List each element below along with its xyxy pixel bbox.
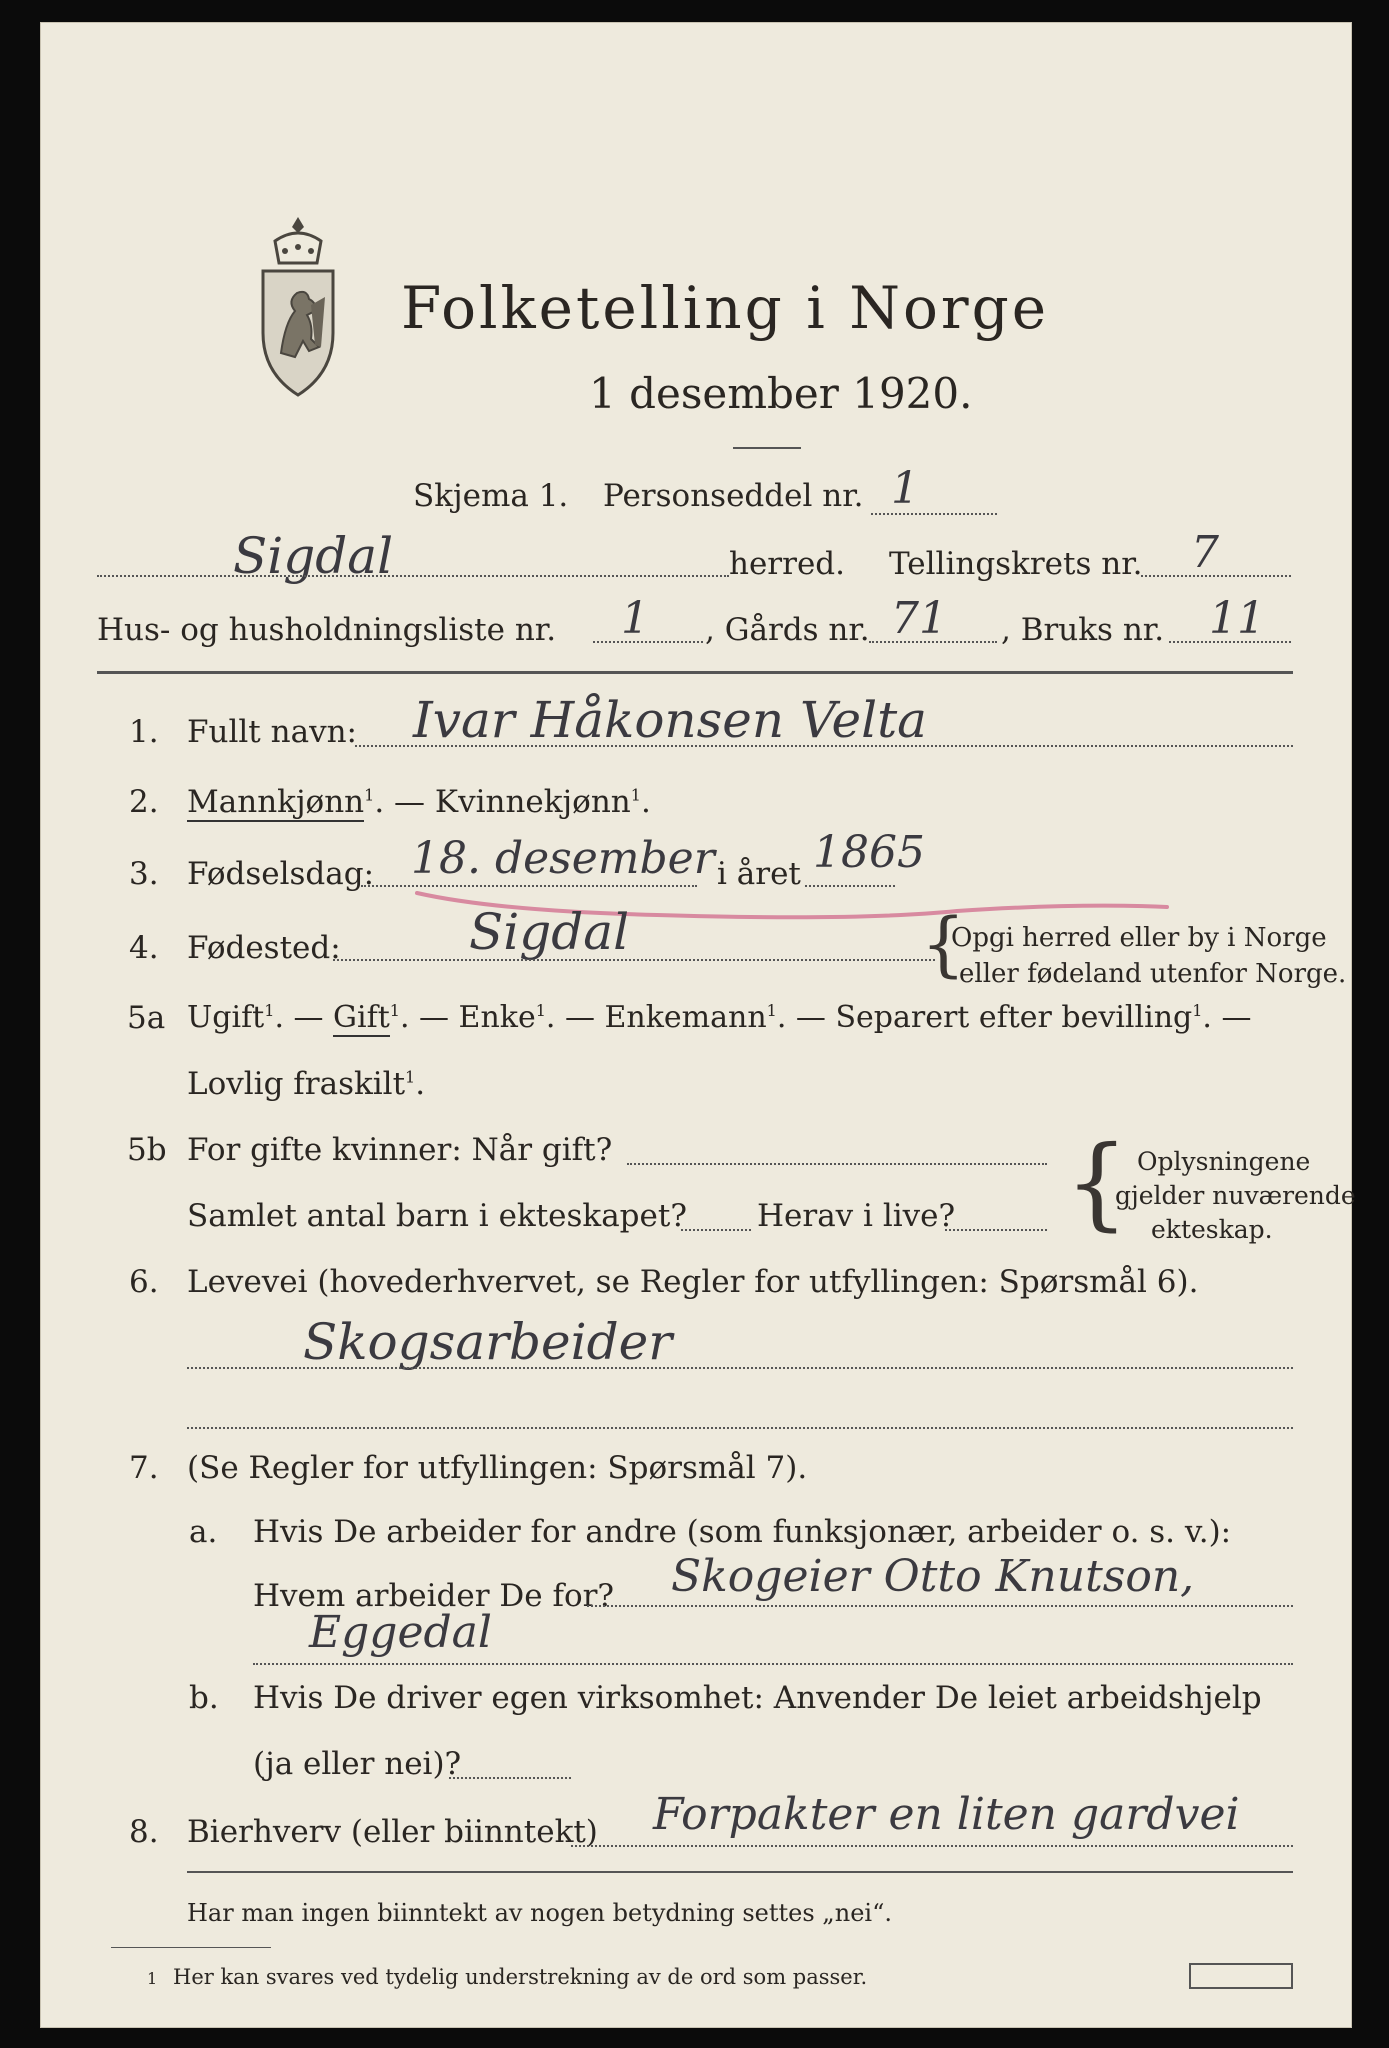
q7a-value1: Skogeier Otto Knutson, xyxy=(671,1551,1195,1602)
q5b-number: 5b xyxy=(127,1132,167,1168)
q5b-line1: For gifte kvinner: Når gift? xyxy=(187,1132,613,1168)
bruks-value: 11 xyxy=(1209,593,1265,644)
tellingskrets-value: 7 xyxy=(1191,527,1219,578)
q2-male: Mannkjønn xyxy=(187,784,365,820)
q5a-number: 5a xyxy=(127,1000,166,1036)
q5b-brace: { xyxy=(1065,1124,1129,1241)
personseddel-label: Personseddel nr. xyxy=(603,478,864,514)
hus-line xyxy=(593,641,703,643)
q8-label: Bierhverv (eller biinntekt) xyxy=(187,1814,598,1850)
q1-value: Ivar Håkonsen Velta xyxy=(413,691,927,749)
q5b-line2b: Herav i live? xyxy=(757,1198,956,1234)
q2-sup1: 1 xyxy=(364,785,375,805)
footer-note: Har man ingen biinntekt av nogen betydning settes „nei“. xyxy=(187,1899,892,1927)
q5b-note2: gjelder nuværende xyxy=(1115,1181,1356,1210)
skjema-label: Skjema 1. xyxy=(413,478,569,514)
herred-label: herred. xyxy=(729,546,845,582)
q7b-question: (ja eller nei)? xyxy=(253,1746,462,1782)
coat-of-arms-icon xyxy=(253,213,343,413)
q7b-text: Hvis De driver egen virksomhet: Anvender De leiet arbeidshjelp xyxy=(253,1680,1262,1716)
q8-line xyxy=(571,1845,1293,1847)
q3-day-value: 18. desember xyxy=(411,833,715,884)
gards-label: , Gårds nr. xyxy=(705,612,870,648)
q7a-line2 xyxy=(253,1663,1293,1665)
footnote-rule xyxy=(111,1947,271,1948)
personseddel-value: 1 xyxy=(891,463,919,514)
q2-options xyxy=(187,784,651,820)
tellingskrets-label: Tellingskrets nr. xyxy=(889,546,1143,582)
q3-year-value: 1865 xyxy=(813,827,925,878)
q5b-line2a: Samlet antal barn i ekteskapet? xyxy=(187,1198,687,1234)
q3-year-label: i året xyxy=(717,856,801,892)
q2-dash: . — xyxy=(374,784,435,820)
q4-label: Fødested: xyxy=(187,930,341,966)
census-date: 1 desember 1920. xyxy=(589,369,973,418)
q4-line xyxy=(333,959,935,961)
q7a-question: Hvem arbeider De for? xyxy=(253,1578,615,1614)
q7b-line xyxy=(449,1777,571,1779)
gards-value: 71 xyxy=(891,593,947,644)
census-form xyxy=(40,22,1356,2028)
q7-number: 7. xyxy=(129,1450,159,1486)
q5a-ugift: Ugift xyxy=(187,1000,265,1035)
q8-number: 8. xyxy=(129,1814,159,1850)
footnote-text: Her kan svares ved tydelig understrekning av de ord som passer. xyxy=(173,1965,868,1989)
q1-label: Fullt navn: xyxy=(187,714,357,750)
herred-line xyxy=(97,575,729,577)
q7a-label: a. xyxy=(189,1514,218,1550)
q5b-live-line xyxy=(945,1229,1047,1231)
q4-note1: Opgi herred eller by i Norge xyxy=(951,923,1327,953)
q5b-note3: ekteskap. xyxy=(1151,1215,1273,1244)
q6-line1 xyxy=(187,1367,1293,1369)
q6-text: Levevei (hovederhvervet, se Regler for utfyllingen: Spørsmål 6). xyxy=(187,1264,1199,1300)
q6-line2 xyxy=(187,1427,1293,1429)
q3-number: 3. xyxy=(129,856,159,892)
personseddel-line xyxy=(871,513,997,515)
q5b-barn-line xyxy=(681,1229,751,1231)
footnote-number: 1 xyxy=(147,1969,158,1988)
tellingskrets-line xyxy=(1141,575,1291,577)
q4-value: Sigdal xyxy=(469,903,630,961)
q1-number: 1. xyxy=(129,714,159,750)
q5a-line2: Lovlig fraskilt$^1$. xyxy=(187,1066,426,1102)
hus-label: Hus- og husholdningsliste nr. xyxy=(97,612,557,648)
q5b-note1: Oplysningene xyxy=(1137,1147,1311,1176)
q2-sup2: 1 xyxy=(630,785,641,805)
gards-line xyxy=(869,641,997,643)
q6-value: Skogsarbeider xyxy=(303,1313,673,1371)
q4-number: 4. xyxy=(129,930,159,966)
bruks-line xyxy=(1169,641,1291,643)
q5a-options: Ugift$^1$. — Gift$^1$. — Enke$^1$. — Enkemann$^1$. — Separert efter bevilling$^1$. — xyxy=(187,1000,1252,1035)
q2-female: Kvinnekjønn xyxy=(434,784,631,820)
bruks-label: , Bruks nr. xyxy=(1001,612,1165,648)
title-divider xyxy=(733,447,801,449)
q7-text: (Se Regler for utfyllingen: Spørsmål 7). xyxy=(187,1450,808,1486)
q4-note2: eller fødeland utenfor Norge. xyxy=(959,959,1347,989)
q5b-gift-line xyxy=(627,1163,1047,1165)
q4-brace: { xyxy=(921,903,966,985)
footer-separator xyxy=(187,1871,1293,1873)
hus-value: 1 xyxy=(621,593,649,644)
q2-end: . xyxy=(640,784,651,820)
q7a-line1 xyxy=(587,1605,1293,1607)
q8-value: Forpakter en liten gardvei xyxy=(653,1789,1240,1840)
q7b-label: b. xyxy=(189,1680,219,1716)
q1-line xyxy=(355,745,1293,747)
form-title: Folketelling i Norge xyxy=(401,274,1050,342)
herred-value: Sigdal xyxy=(233,527,394,585)
printer-stamp xyxy=(1189,1963,1293,1989)
q7a-value2: Eggedal xyxy=(309,1607,492,1658)
header-separator xyxy=(97,671,1293,674)
q3-label: Fødselsdag: xyxy=(187,856,375,892)
q2-number: 2. xyxy=(129,784,159,820)
q5a-gift: Gift xyxy=(333,1000,390,1035)
q6-number: 6. xyxy=(129,1264,159,1300)
q7a-text: Hvis De arbeider for andre (som funksjonær, arbeider o. s. v.): xyxy=(253,1514,1232,1550)
